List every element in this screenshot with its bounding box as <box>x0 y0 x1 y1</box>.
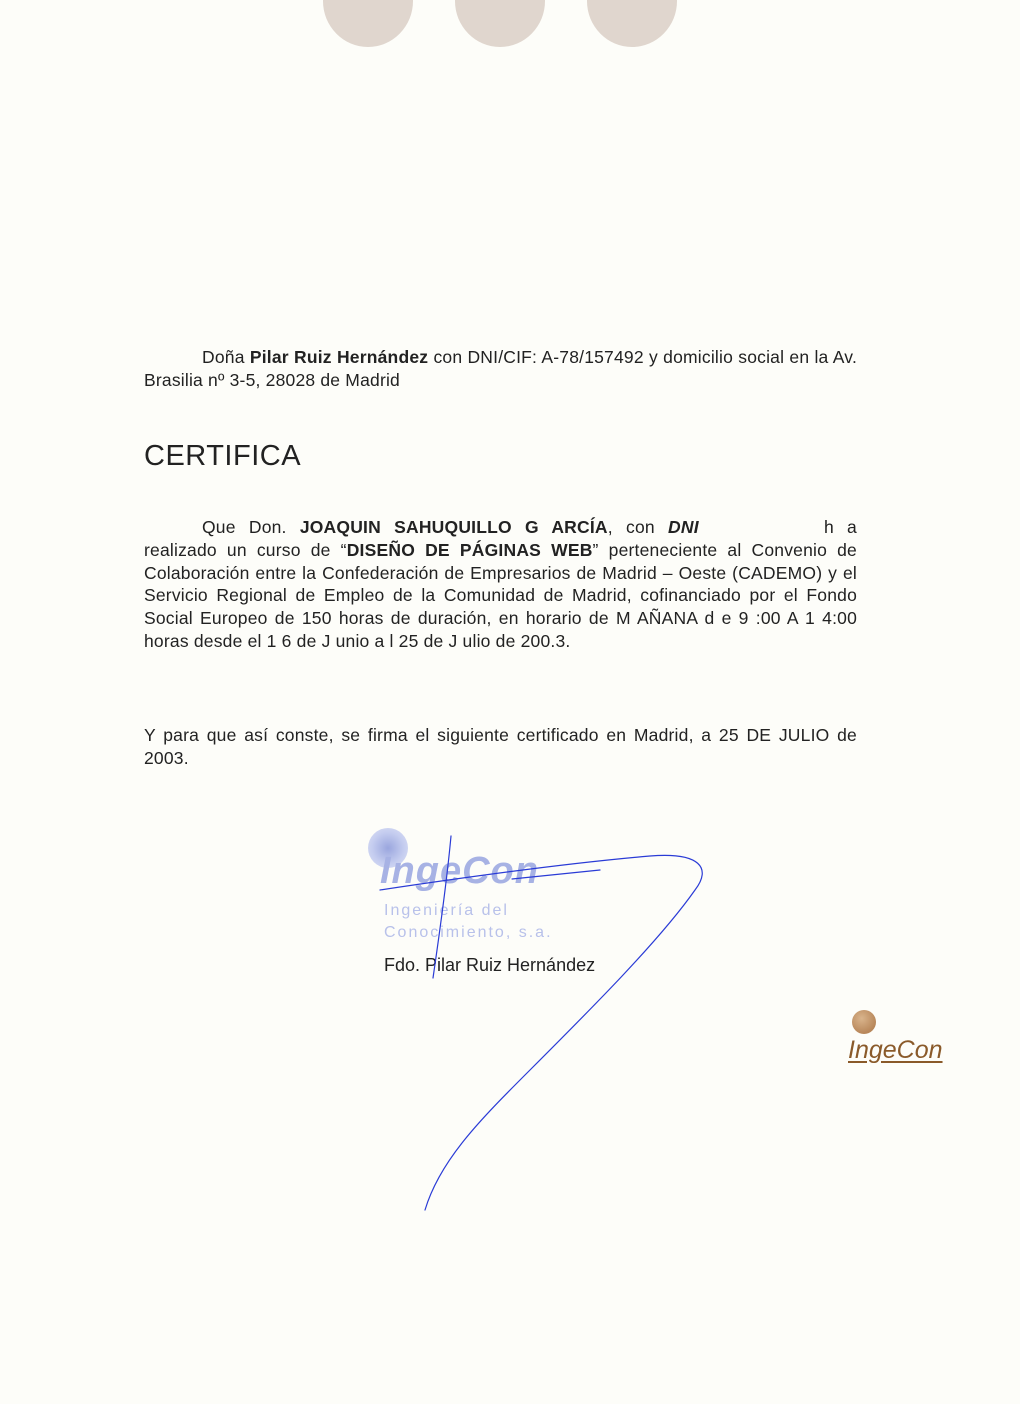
intro-suffix: con DNI/CIF: A-78/157492 y domicilio social en la Av. Brasilia nº 3-5, 28028 de Madrid <box>144 347 858 390</box>
stamp-line-2: Conocimiento, s.a. <box>384 924 553 941</box>
closing-paragraph: Y para que así conste, se firma el siguiente certificado en Madrid, a 25 DE JULIO de 2003. <box>144 725 857 768</box>
stamp-logo: IngeCon <box>380 850 539 892</box>
certifica-heading: CERTIFICA <box>144 440 302 472</box>
intro-prefix: Doña <box>202 347 250 367</box>
body-text-4: ” perteneciente al Convenio de Colaboración entre la Confederación de Empresarios de Madrid – Oeste (CADEMO) y el Servicio Regional de Empleo de la Comunidad de Madrid, cofinanciado por el Fondo Social Europeo de 150 horas de duración, en horario de M AÑANA d e 9 :00 A 1 4:00 horas desde el 1 6 de J unio a l 25 de J ulio de 200.3. <box>144 539 857 651</box>
logo-dot-icon <box>852 1010 876 1034</box>
issuer-name: Pilar Ruiz Hernández <box>249 347 429 367</box>
stamp-line-1: Ingeniería del <box>384 902 509 919</box>
signer-line: Fdo. Pilar Ruiz Hernández <box>384 955 596 975</box>
course-name: DISEÑO DE PÁGINAS WEB <box>346 539 593 560</box>
dni-label: DNI <box>668 517 699 537</box>
body-text-3: h a realizado un curso de “ <box>144 517 857 560</box>
footer-logo-text: IngeCon <box>848 1036 943 1064</box>
recipient-name: JOAQUIN SAHUQUILLO G ARCÍA <box>299 517 608 537</box>
body-text-1: Que Don. <box>202 517 300 537</box>
body-text-2: , con <box>607 517 669 537</box>
